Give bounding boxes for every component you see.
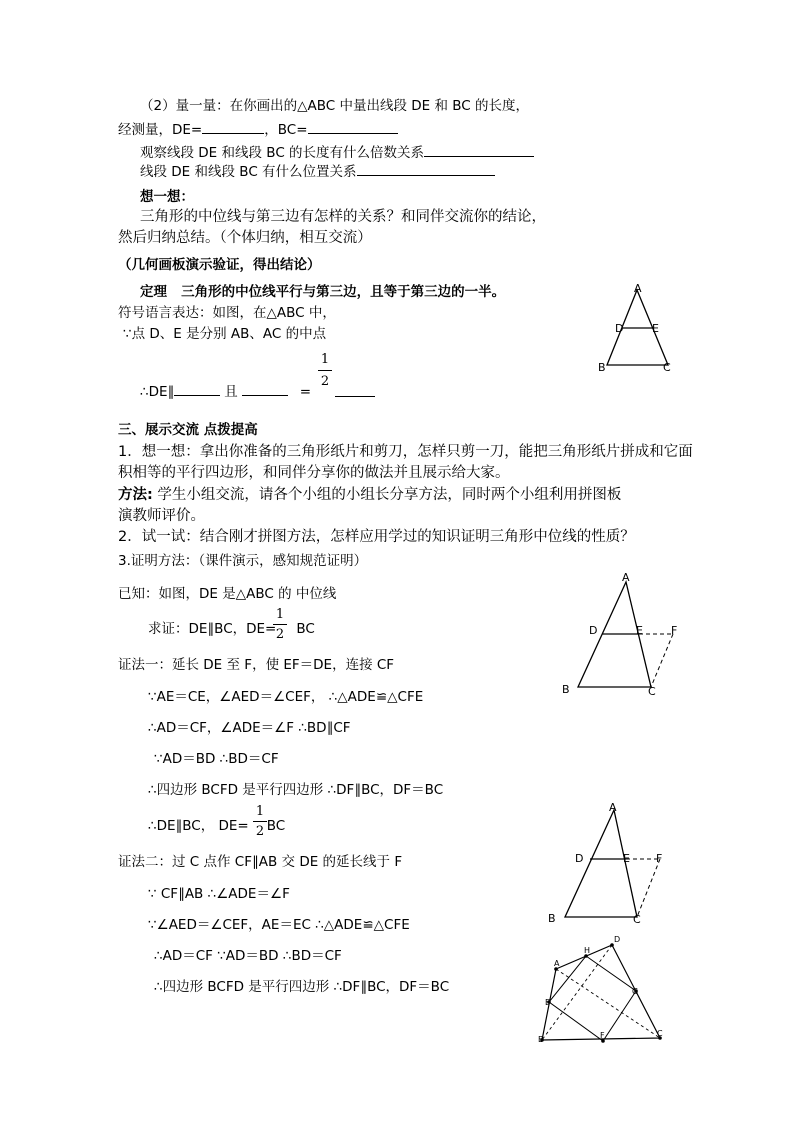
label-c: C — [657, 1029, 663, 1038]
label-f: F — [671, 624, 678, 637]
fraction-denominator: 2 — [255, 824, 265, 839]
segment-fc — [651, 634, 673, 687]
think-line-1: 三角形的中位线与第三边有怎样的关系？和同伴交流你的结论， — [140, 209, 546, 225]
fraction-bar — [253, 821, 267, 822]
label-g: G — [632, 987, 639, 996]
theorem-label: 定理 — [140, 284, 167, 300]
conclusion-blank-3[interactable] — [335, 383, 375, 397]
conclusion-blank-2[interactable] — [242, 382, 288, 396]
method-line-2: 演教师评价。 — [118, 508, 205, 524]
label-e: E — [652, 322, 659, 335]
de-blank[interactable] — [202, 120, 264, 134]
method1-line-4: ∴四边形 BCFD 是平行四边形 ∴DF∥BC，DF＝BC — [148, 782, 444, 798]
label-b: B — [598, 361, 606, 374]
method2-line-2: ∵∠AED＝∠CEF，AE＝EC ∴△ADE≌△CFE — [148, 917, 410, 933]
fraction-denominator: 2 — [275, 627, 285, 642]
half-fraction-1 — [318, 352, 332, 389]
label-d: D — [615, 322, 624, 335]
method2-line-1: ∵ CF∥AB ∴∠ADE＝∠F — [148, 886, 290, 902]
label-c: C — [633, 913, 641, 926]
half-fraction-2 — [273, 607, 287, 642]
think-line-2: 然后归纳总结。（个体归纳，相互交流） — [118, 230, 372, 246]
label-a: A — [554, 959, 560, 968]
part3-p1b: 积相等的平行四边形，和同伴分享你的做法并且展示给大家。 — [118, 465, 510, 481]
known-line: 已知：如图，DE 是△ABC 的 中位线 — [118, 586, 337, 602]
method1-line-5-text: ∴DE∥BC， DE= — [148, 818, 249, 834]
measure-de-label: 经测量，DE= — [118, 122, 203, 138]
inner-parallelogram — [549, 956, 639, 1041]
fraction-bar — [318, 370, 332, 371]
label-e: E — [623, 852, 630, 865]
given-line: ∵点 D、E 是分别 AB、AC 的中点 — [123, 326, 327, 342]
method1-line-3: ∵AD＝BD ∴BD＝CF — [154, 751, 279, 767]
fraction-numerator: 1 — [320, 352, 330, 367]
label-b: B — [538, 1035, 544, 1044]
method2-title: 证法二：过 C 点作 CF∥AB 交 DE 的延长线于 F — [118, 854, 403, 870]
fraction-numerator: 1 — [255, 804, 265, 819]
prove-bc: BC — [296, 621, 315, 637]
label-d: D — [589, 624, 598, 637]
label-f: F — [656, 852, 663, 865]
label-d: D — [614, 935, 621, 944]
triangle-figure-1 — [595, 280, 695, 380]
part3-p1a: 1．想一想：拿出你准备的三角形纸片和剪刀，怎样只剪一刀，能把三角形纸片拼成和它面 — [118, 444, 693, 460]
position-line — [140, 162, 495, 181]
label-c: C — [648, 685, 656, 698]
label-b: B — [562, 683, 570, 696]
label-f: F — [600, 1031, 605, 1040]
part3-p2: 2．试一试：结合刚才拼图方法，怎样应用学过的知识证明三角形中位线的性质？ — [118, 529, 635, 545]
observe-line — [140, 143, 534, 162]
label-a: A — [622, 571, 630, 584]
position-blank[interactable] — [357, 162, 495, 176]
method-line — [118, 486, 621, 504]
segment-fc — [637, 859, 660, 917]
label-h: H — [584, 946, 591, 955]
label-a: A — [634, 282, 642, 295]
bc-blank[interactable] — [308, 120, 398, 134]
method2-line-3: ∴AD＝CF ∵AD＝BD ∴BD＝CF — [154, 948, 342, 964]
theorem-text: 三角形的中位线平行与第三边，且等于第三边的一半。 — [181, 284, 506, 300]
multiple-blank[interactable] — [424, 143, 534, 157]
fraction-numerator: 1 — [275, 607, 285, 622]
label-b: B — [548, 912, 556, 925]
method1-line-1: ∵AE＝CE，∠AED＝∠CEF， ∴△ADE≌△CFE — [148, 689, 424, 705]
fraction-bar — [273, 624, 287, 625]
prove-line — [148, 620, 315, 638]
diagonal-bd — [542, 945, 612, 1040]
measure-bc-label: ，BC= — [264, 122, 308, 138]
method-label: 方法: — [118, 487, 153, 503]
label-a: A — [609, 801, 617, 814]
label-e: E — [636, 624, 643, 637]
conclusion-equals: = — [299, 384, 312, 400]
method1-line-2: ∴AD＝CF，∠ADE＝∠F ∴BD∥CF — [148, 720, 351, 736]
think-title: 想一想： — [140, 189, 194, 205]
conclusion-line — [140, 382, 323, 401]
label-d: D — [575, 852, 584, 865]
observe-text: 观察线段 DE 和线段 BC 的长度有什么倍数关系 — [140, 145, 425, 161]
conclusion-and: 且 — [224, 384, 238, 400]
prove-text: 求证：DE∥BC，DE= — [148, 621, 277, 637]
measure-line-1: （2）量一量：在你画出的△ABC 中量出线段 DE 和 BC 的长度， — [140, 98, 529, 114]
method1-line-5-bc: BC — [266, 818, 286, 834]
triangle-figure-2 — [555, 570, 695, 700]
diagonal-ac — [556, 969, 660, 1038]
conclusion-start: ∴DE∥ — [140, 384, 175, 400]
part3-p3: 3.证明方法：（课件演示，感知规范证明） — [118, 553, 368, 569]
label-c: C — [663, 361, 671, 374]
quadrilateral-figure — [530, 930, 680, 1050]
measure-line-2 — [118, 120, 398, 139]
triangle-figure-3 — [540, 800, 680, 930]
conclusion-blank-1[interactable] — [174, 382, 220, 396]
position-text: 线段 DE 和线段 BC 有什么位置关系 — [140, 164, 357, 180]
half-fraction-3 — [253, 804, 267, 839]
method2-line-4: ∴四边形 BCFD 是平行四边形 ∴DF∥BC，DF＝BC — [154, 979, 450, 995]
symbol-line: 符号语言表达：如图，在△ABC 中， — [118, 305, 336, 321]
method1-title: 证法一：延长 DE 至 F，使 EF＝DE，连接 CF — [118, 657, 395, 673]
demo-note: （几何画板演示验证，得出结论） — [118, 257, 321, 273]
fraction-denominator: 2 — [320, 374, 330, 389]
theorem-line — [140, 283, 505, 301]
label-e: E — [545, 998, 551, 1007]
part3-title: 三、展示交流 点拨提高 — [118, 422, 258, 438]
method-text: 学生小组交流，请各个小组的小组长分享方法，同时两个小组利用拼图板 — [152, 487, 622, 503]
